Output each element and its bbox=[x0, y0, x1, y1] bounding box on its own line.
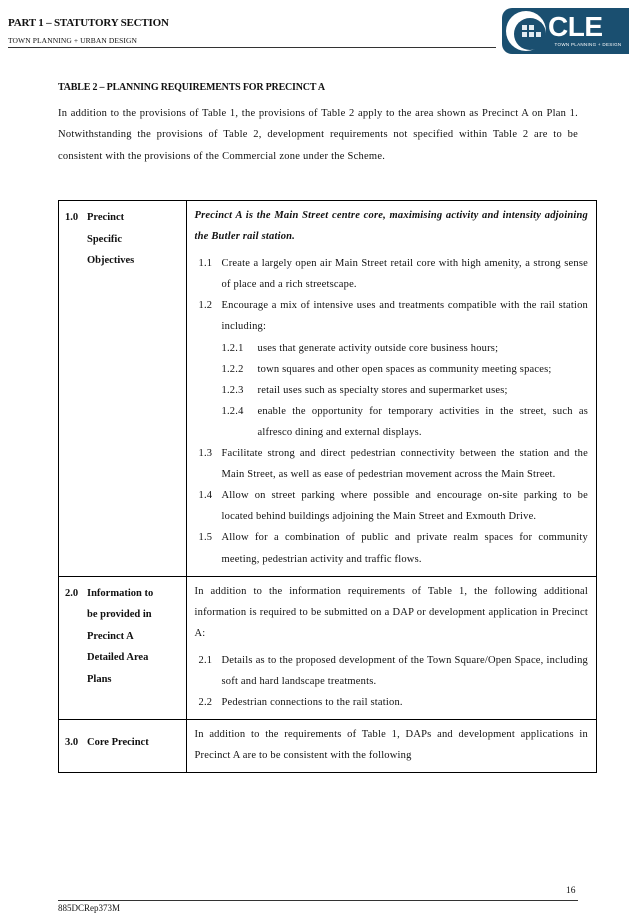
logo-square-icon bbox=[536, 32, 541, 37]
footer-divider bbox=[58, 900, 578, 901]
row-number: 3.0 bbox=[65, 737, 79, 749]
row-heading-line: Detailed Area bbox=[87, 652, 149, 664]
row-number: 1.0 bbox=[65, 212, 79, 223]
row-heading-line: Plans bbox=[87, 673, 112, 685]
row-heading-line: Specific bbox=[87, 233, 122, 245]
sub-list-item: 1.2.2 town squares and other open spaces as community meeting spaces; bbox=[221, 363, 552, 375]
row-heading-cell bbox=[59, 201, 187, 577]
logo-wordmark: CLE bbox=[548, 11, 603, 42]
table-row bbox=[59, 201, 597, 577]
table-row bbox=[59, 720, 597, 773]
sub-list-item: 1.2.3 retail uses such as specialty stores and supermarket uses; bbox=[221, 384, 508, 396]
list-item: 1.3 Facilitate strong and direct pedestrian connectivity between the station and the Main Street, as well as ease of pedestrian movement across the Main Street. bbox=[198, 448, 588, 481]
logo-square-icon bbox=[529, 25, 534, 30]
row-heading-line: Information to bbox=[87, 587, 154, 599]
sub-list-item: 1.2.4 enable the opportunity for temporary activities in the street, such as alfresco dining and external displays. bbox=[221, 405, 588, 438]
list-item: 2.1 Details as to the proposed development of the Town Square/Open Space, including soft and hard landscape treatments. bbox=[198, 654, 588, 687]
cle-logo bbox=[502, 8, 629, 54]
row-number: 2.0 bbox=[65, 587, 79, 599]
row-heading-cell bbox=[59, 720, 187, 773]
logo-square-icon bbox=[529, 32, 534, 37]
logo-square-icon bbox=[522, 32, 527, 37]
row-heading-cell bbox=[59, 576, 187, 720]
row-heading-line: Precinct A bbox=[87, 630, 134, 642]
row-content-cell bbox=[186, 720, 596, 773]
row-heading-line: Objectives bbox=[87, 255, 135, 266]
precinct-objective: Precinct A is the Main Street centre core, maximising activity and intensity adjoining the Butler rail station. bbox=[194, 210, 588, 243]
logo-square-icon bbox=[522, 25, 527, 30]
row-intro-text: In addition to the requirements of Table 1, DAPs and development applications in Precinct A are to be consistent with the following bbox=[194, 729, 588, 762]
section-title: PART 1 – STATUTORY SECTION bbox=[8, 17, 169, 29]
row-heading-line: be provided in bbox=[87, 609, 152, 621]
header-divider bbox=[8, 47, 496, 48]
row-heading-line: Precinct bbox=[87, 212, 125, 223]
list-item: 1.5 Allow for a combination of public and private realm spaces for community meeting, pedestrian activity and traffic flows. bbox=[198, 532, 588, 565]
list-item: 1.2 Encourage a mix of intensive uses and treatments compatible with the rail station including: bbox=[198, 300, 588, 333]
list-item: 2.2 Pedestrian connections to the rail station. bbox=[198, 697, 403, 709]
table-row bbox=[59, 576, 597, 720]
list-item: 1.4 Allow on street parking where possible and encourage on-site parking to be located behind buildings adjoining the Main Street and Exmouth Drive. bbox=[198, 490, 588, 523]
section-subtitle: TOWN PLANNING + URBAN DESIGN bbox=[8, 36, 137, 45]
sub-list-item: 1.2.1 uses that generate activity outside core business hours; bbox=[221, 342, 499, 354]
logo-ring bbox=[506, 11, 546, 51]
row-content-cell bbox=[186, 201, 596, 577]
intro-paragraph: In addition to the provisions of Table 1, the provisions of Table 2 apply to the area shown as Precinct A on Plan 1. Notwithstanding the provisions of Table 2, development requirements not specified within Table 2 are to be consistent with the provisions of the Commercial zone under the Scheme. bbox=[58, 108, 578, 162]
document-code: 885DCRep373M bbox=[58, 903, 121, 913]
row-heading-line: Core Precinct bbox=[87, 737, 149, 749]
row-intro-text: In addition to the information requirements of Table 1, the following additional information is required to be submitted on a DAP or development application in Precinct A: bbox=[194, 585, 588, 639]
row-content-cell bbox=[186, 576, 596, 720]
list-item: 1.1 Create a largely open air Main Street retail core with high amenity, a strong sense of place and a rich streetscape. bbox=[198, 258, 588, 291]
page-number: 16 bbox=[566, 886, 576, 896]
table-title: TABLE 2 – PLANNING REQUIREMENTS FOR PRECINCT A bbox=[58, 82, 325, 93]
planning-requirements-table bbox=[58, 200, 597, 773]
logo-tagline: TOWN PLANNING + DESIGN bbox=[554, 42, 622, 47]
